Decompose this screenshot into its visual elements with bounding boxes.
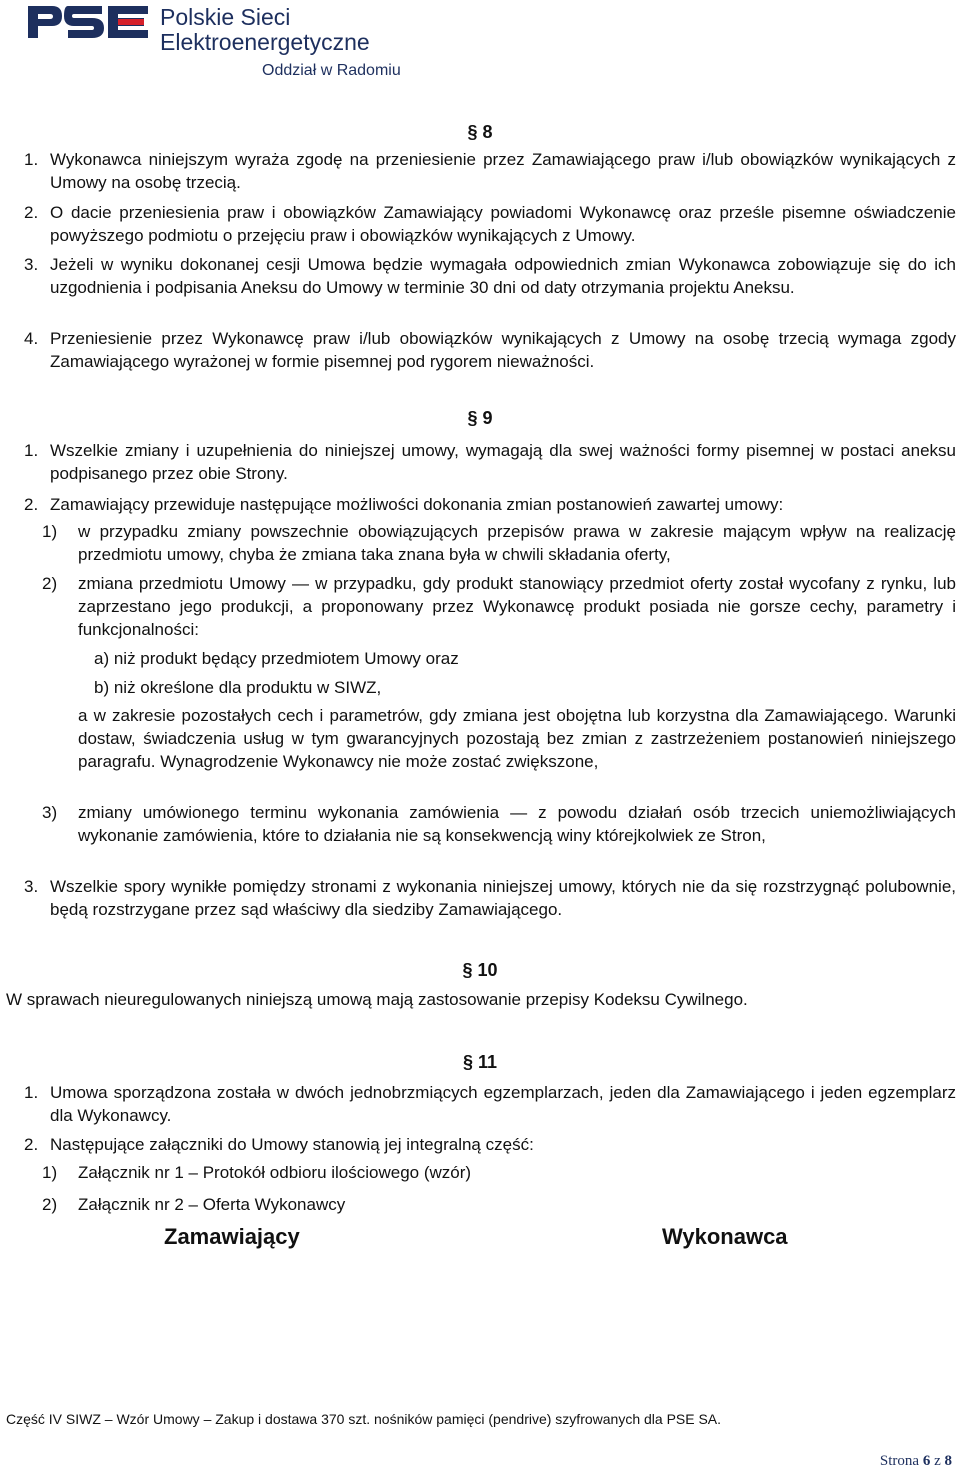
s8-p1-number: 1. xyxy=(24,150,39,169)
s9-i1-text: w przypadku zmiany powszechnie obowiązujących przepisów prawa w zakresie mającym wpływ na realizację przedmiotu umowy, chyba że zmiana taka znana była w chwili składania oferty, xyxy=(78,522,956,564)
s9-p3-text: Wszelkie spory wynikłe pomiędzy stronami z wykonania niniejszej umowy, których nie da się rozstrzygnąć polubownie, będą rozstrzygane przez sąd właściwy dla siedziby Zamawiającego. xyxy=(50,877,956,919)
s8-p2-number: 2. xyxy=(24,203,39,222)
s8-p4-number: 4. xyxy=(24,329,39,348)
section-9-title: § 9 xyxy=(467,408,493,428)
document-footer: Część IV SIWZ – Wzór Umowy – Zakup i dostawa 370 szt. nośników pamięci (pendrive) szyfrowanych dla PSE SA. xyxy=(6,1411,722,1427)
signature-client: Zamawiający xyxy=(164,1224,300,1249)
s9-i1-number: 1) xyxy=(42,522,58,541)
company-name xyxy=(160,5,370,55)
s11-p1-number: 1. xyxy=(24,1083,39,1102)
s11-a1-text: Załącznik nr 1 – Protokół odbioru ilościowego (wzór) xyxy=(78,1163,472,1182)
page-label: Strona xyxy=(879,1453,920,1469)
s10-paragraph: W sprawach nieuregulowanych niniejszą umową mają zastosowanie przepisy Kodeksu Cywilnego. xyxy=(6,990,748,1009)
s8-p2-text: O dacie przeniesienia praw i obowiązków Zamawiający powiadomi Wykonawcę oraz prześle pisemne oświadczenie powyższego podmiotu o przejęciu praw i obowiązków wynikających z Umowy. xyxy=(50,203,956,245)
page-total: 8 xyxy=(944,1453,952,1469)
company-logo xyxy=(26,2,426,82)
s9-i2-option-b: b) niż określone dla produktu w SIWZ, xyxy=(94,678,382,697)
s9-i2-continuation: a w zakresie pozostałych cech i parametrów, gdy zmiana jest obojętna lub korzystna dla Zamawiającego. Warunki dostaw, świadczenia usług w tym gwarancyjnych pozostają bez zmian z zastrzeżeniem postanowień niniejszego paragrafu. Wynagrodzenie Wykonawcy nie może zostać zwiększone, xyxy=(78,706,956,771)
s9-p1-text: Wszelkie zmiany i uzupełnienia do niniejszej umowy, wymagają dla swej ważności formy pisemnej w postaci aneksu podpisanego przez obie Strony. xyxy=(50,441,956,483)
s9-i2-option-a: a) niż produkt będący przedmiotem Umowy oraz xyxy=(94,649,459,668)
s9-p3-number: 3. xyxy=(24,877,39,896)
section-8-title: § 8 xyxy=(467,122,493,142)
s11-a2-number: 2) xyxy=(42,1195,58,1214)
s9-i2-number: 2) xyxy=(42,574,58,593)
s9-p1-number: 1. xyxy=(24,441,39,460)
s11-p2-number: 2. xyxy=(24,1135,39,1154)
section-10-title: § 10 xyxy=(462,960,498,980)
signature-contractor: Wykonawca xyxy=(662,1224,788,1249)
s9-p2-number: 2. xyxy=(24,495,39,514)
s11-a1-number: 1) xyxy=(42,1163,58,1182)
s9-i3-number: 3) xyxy=(42,803,58,822)
s8-p3-number: 3. xyxy=(24,255,39,274)
branch-name: Oddział w Radomiu xyxy=(262,62,401,79)
s8-p4-text: Przeniesienie przez Wykonawcę praw i/lub obowiązków wynikających z Umowy na osobę trzecią wymaga zgody Zamawiającego wyrażonej w formie pisemnej pod rygorem nieważności. xyxy=(50,329,956,371)
page-of: z xyxy=(934,1453,941,1469)
company-name-line1: Polskie Sieci xyxy=(160,4,291,30)
s8-p1-text: Wykonawca niniejszym wyraża zgodę na przeniesienie przez Zamawiającego praw i/lub obowiązków wynikających z Umowy na osobę trzecią. xyxy=(50,150,956,192)
s11-p1-text: Umowa sporządzona została w dwóch jednobrzmiących egzemplarzach, jeden dla Zamawiającego i jeden egzemplarz dla Wykonawcy. xyxy=(50,1083,956,1125)
s9-i3-text: zmiany umówionego terminu wykonania zamówienia — z powodu działań osób trzecich uniemożliwiających wykonanie zamówienia, które to działania nie są konsekwencją winy którejkolwiek ze Stron, xyxy=(78,803,956,845)
page-current: 6 xyxy=(922,1453,931,1469)
s11-p2-text: Następujące załączniki do Umowy stanowią jej integralną część: xyxy=(50,1135,534,1154)
s11-a2-text: Załącznik nr 2 – Oferta Wykonawcy xyxy=(78,1195,346,1214)
s9-p2-text: Zamawiający przewiduje następujące możliwości dokonania zmian postanowień zawartej umowy: xyxy=(50,495,784,514)
company-name-line2: Elektroenergetyczne xyxy=(160,29,370,55)
s8-p3-text: Jeżeli w wyniku dokonanej cesji Umowa będzie wymagała odpowiednich zmian Wykonawca zobowiązuje się do ich uzgodnienia i podpisania Aneksu do Umowy w terminie 30 dni od daty otrzymania projektu Aneksu. xyxy=(50,255,956,297)
pse-logo-icon xyxy=(26,2,151,42)
s9-i2-text: zmiana przedmiotu Umowy — w przypadku, gdy produkt stanowiący przedmiot oferty został wycofany z rynku, lub zaprzestano jego produkcji, a proponowany przez Wykonawcę produkt posiada nie gorsze cechy, parametry i funkcjonalności: xyxy=(78,574,956,639)
section-11-title: § 11 xyxy=(462,1052,498,1072)
